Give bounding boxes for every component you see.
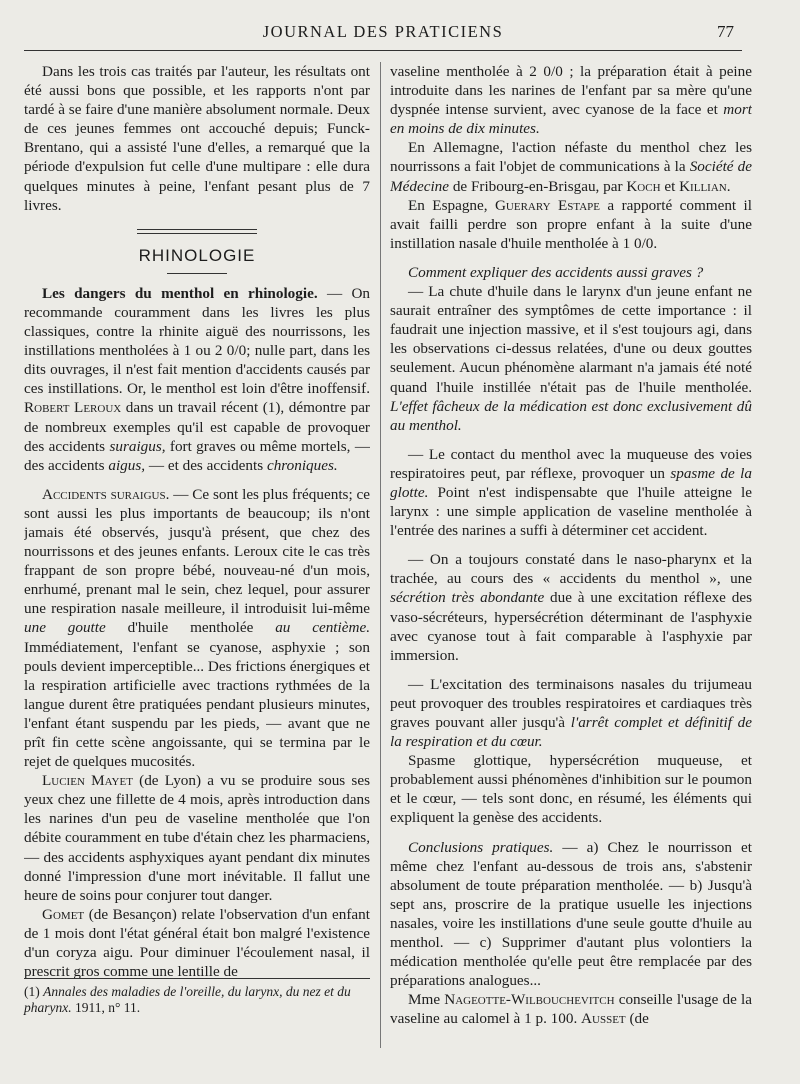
author-name: Nageotte-Wilbouchevitch [444, 991, 615, 1009]
paragraph-oil-fall: — La chute d'huile dans le larynx d'un jeune enfant ne saurait entraîner des symptômes de cette importance : il faudrait une injection massive, et il s'est toujours agi, dans les observations ci-dessus relatées, d'une ou deux gouttes seulement. Aucun phénomène alarmant n'a jamais été noté quand l'huile instillée n'était pas de l'huile mentholée. L'effet fâcheux de la médication est donc exclusivement dû au menthol. [390, 283, 752, 434]
author-name: Robert Leroux [24, 399, 122, 417]
paragraph-gomet: Gomet (de Besançon) relate l'observation d'un enfant de 1 mois dont l'état général était bon malgré l'existence d'un coryza aigu. Pour diminuer l'écoulement nasal, il prescrit gros comme une lentille de [24, 905, 370, 981]
author-name: Koch [626, 177, 661, 195]
paragraph-glottis-spasm: — Le contact du menthol avec la muqueuse des voies respiratoires peut, par réflexe, provoquer un spasme de la glotte. Point n'est indispensabte que l'huile atteigne le larynx : une simple application de vaseline mentholée à l'entrée des narines a suffi à déterminer cet accident. [390, 445, 752, 540]
heading-top-rule [137, 229, 257, 234]
question-heading: Comment expliquer des accidents aussi graves ? [408, 263, 704, 281]
paragraph-calomel: Mme Nageotte-Wilbouchevitch conseille l'usage de la vaseline au calomel à 1 p. 100. Ausset (de [390, 991, 752, 1028]
right-column [390, 62, 752, 1044]
author-name: Killian. [679, 177, 731, 195]
running-title: JOURNAL DES PRATICIENS [262, 22, 504, 41]
paragraph-spain: En Espagne, Guerary Estape a rapporté comment il avait failli perdre son propre enfant à la suite d'une instillation nasale d'huile mentholée à 1 0/0. [390, 196, 752, 252]
footnote: (1) Annales des maladies de l'oreille, du larynx, du nez et du pharynx. 1911, n° 11. [24, 984, 351, 1015]
paragraph-summary: Spasme glottique, hypersécrétion muqueuse, et probablement aussi phénomènes d'inhibition sur le poumon et le cœur, — tels sont donc, en résumé, les éléments qui expliquent la genèse des accidents. [390, 752, 752, 827]
paragraph-conclusions: Conclusions pratiques. — a) Chez le nourrisson et même chez l'enfant au-dessous de trois ans, s'abstenir absolument de toute préparation mentholée. — b) Jusqu'à sept ans, proscrire de la pratique usuelle les injections nasales, voire les instillations d'une seule goutte d'huile au menthol. — c) Supprimer d'autant plus volontiers la médication mentholée qu'elle peut être remplacée par des préparations analogues... [390, 838, 752, 990]
author-name: Lucien Mayet [42, 772, 133, 790]
section-heading [24, 229, 370, 274]
paragraph-continuation: vaseline mentholée à 2 0/0 ; la préparation était à peine introduite dans les narines de l'enfant par sa mère qu'une dyspnée intense survient, avec cyanose de la face et mort en moins de dix minutes. [390, 63, 752, 138]
paragraph-mayet: Lucien Mayet (de Lyon) a vu se produire sous ses yeux chez une fillette de 4 mois, après introduction dans les narines d'un peu de vaseline mentholée que l'on débite couramment en tube d'étain chez les pharmaciens, — des accidents asphyxiques ayant pendant dix minutes donné l'impression d'une mort inévitable. Il fallut une heure de soins pour conjurer tout danger. [24, 772, 370, 904]
paragraph-trigeminal: — L'excitation des terminaisons nasales du trijumeau peut provoquer des troubles respiratoires et cardiaques très graves pouvant aller jusqu'à l'arrêt complet et définitif de la respiration et du cœur. [390, 675, 752, 751]
header-rule [24, 50, 742, 51]
article-title: Les dangers du menthol en rhinologie. [42, 284, 318, 302]
column-separator [380, 62, 381, 1048]
author-name: Ausset [581, 1010, 626, 1028]
footnote-rule [24, 978, 370, 979]
subsection-title: Accidents suraigus. [42, 485, 170, 503]
paragraph-acute-accidents: Accidents suraigus. — Ce sont les plus fréquents; ce sont aussi les plus importants de beaucoup; ils n'ont jamais été observés, jusqu'à présent, que chez des nourrissons et des jeunes enfants. Leroux cite le cas très frappant de son propre bébé, nouveau-né d'un mois, enrhumé, prenant mal le sein, chez lequel, pour assurer une respiration nasale meilleure, il introduisit lui-même une goutte d'huile mentholée au centième. Immédiatement, l'enfant se cyanose, asphyxie ; son pouls devient imperceptible... Des frictions énergiques et la respiration artificielle avec tractions rythmées de la langue durent être pratiquées pendant plusieurs minutes, l'enfant étant suspendu par les pieds, — avant que ne prît fin cette scène angoissante, qui se termina par le rejet de quelques mucosités. [24, 485, 370, 771]
conclusions-label: Conclusions pratiques. [408, 838, 554, 856]
page-header [24, 22, 742, 46]
paragraph-secretion: — On a toujours constaté dans le naso-pharynx et la trachée, au cours des « accidents du menthol », une sécrétion très abondante due à une excitation réflexe des vaso-sécréteurs, hypersécrétion déterminant de l'asphyxie avec cyanose tout à fait comparable à l'asphyxie par immersion. [390, 551, 752, 664]
section-title: RHINOLOGIE [138, 245, 256, 265]
page-number: 77 [717, 22, 734, 41]
author-name: Gomet [42, 905, 85, 923]
paragraph-menthol-dangers: Les dangers du menthol en rhinologie. — On recommande couramment dans les livres les plus classiques, contre la rhinite aiguë des nourrissons, les instillations mentholées à 1 ou 2 0/0; nulle part, dans les dits ouvrages, il n'est fait mention d'accidents causés par ces instillations. Or, le menthol est loin d'être inoffensif. Robert Leroux dans un travail récent (1), démontre par de nombreux exemples qu'il est capable de provoquer des accidents suraigus, fort graves ou même mortels, — des accidents aigus, — et des accidents chroniques. [24, 284, 370, 474]
heading-bottom-rule [167, 273, 227, 274]
left-column [24, 62, 370, 1044]
paragraph-childbirth-results: Dans les trois cas traités par l'auteur, les résultats ont été aussi bons que possible, et les rapports n'ont par tardé à se faire d'une manière absolument normale. Deux de ces jeunes femmes ont accouché depuis; Funck-Brentano, qui a assisté l'une d'elles, a remarqué que la période d'expulsion fut celle d'une multipare : elle dura quelques minutes à peine, l'enfant pesant plus de 7 livres. [24, 63, 370, 214]
author-name: Guerary Estape [494, 196, 600, 214]
paragraph-germany: En Allemagne, l'action néfaste du menthol chez les nourrissons a fait l'objet de communications à la Société de Médecine de Fribourg-en-Brisgau, par Koch et Killian. [390, 139, 752, 195]
